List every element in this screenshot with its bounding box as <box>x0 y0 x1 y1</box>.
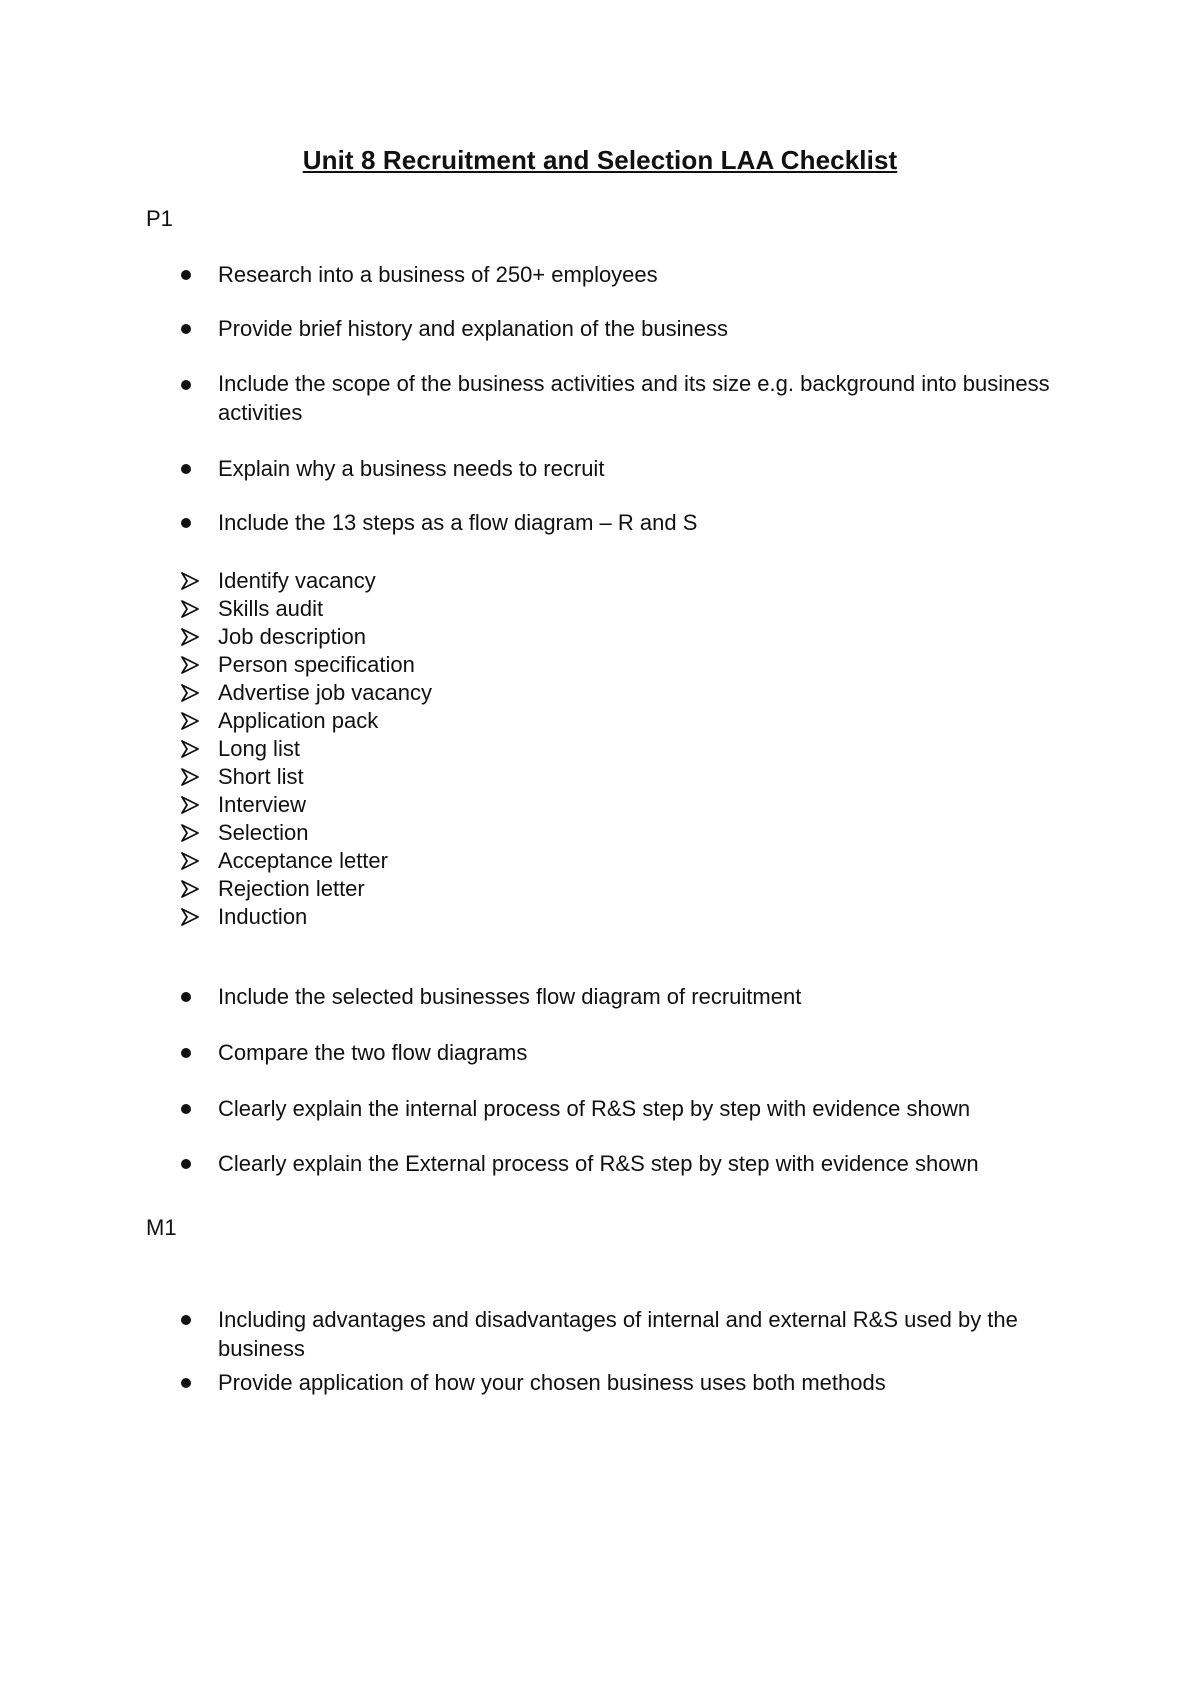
arrowhead-bullet-icon <box>180 571 200 591</box>
bullet-icon <box>181 518 191 528</box>
step-item: Long list <box>218 736 300 761</box>
arrowhead-bullet-icon <box>180 627 200 647</box>
step-item: Identify vacancy <box>218 568 376 593</box>
p1-bullet-item: Clearly explain the internal process of R&S step by step with evidence shown <box>218 1096 971 1121</box>
section-label-p1: P1 <box>146 206 173 231</box>
bullet-icon <box>181 1315 191 1325</box>
step-item: Acceptance letter <box>218 848 388 873</box>
p1-bullet-item: Explain why a business needs to recruit <box>218 456 605 481</box>
step-item: Selection <box>218 820 309 845</box>
step-item: Person specification <box>218 652 415 677</box>
arrowhead-bullet-icon <box>180 879 200 899</box>
bullet-icon <box>181 1159 191 1169</box>
p1-bullet-item: Include the scope of the business activities and its size e.g. background into business activities <box>218 371 1050 425</box>
step-item: Interview <box>218 792 307 817</box>
arrowhead-bullet-icon <box>180 683 200 703</box>
arrowhead-bullet-icon <box>180 823 200 843</box>
step-item: Induction <box>218 904 308 929</box>
p1-bullet-item: Include the 13 steps as a flow diagram – R and S <box>218 510 698 535</box>
arrowhead-bullet-icon <box>180 851 200 871</box>
bullet-icon <box>181 1048 191 1058</box>
step-item: Rejection letter <box>218 876 365 901</box>
bullet-icon <box>181 992 191 1002</box>
p1-bullet-item: Clearly explain the External process of R&S step by step with evidence shown <box>218 1151 979 1176</box>
m1-bullet-item: Provide application of how your chosen business uses both methods <box>218 1370 886 1395</box>
p1-bullet-item: Compare the two flow diagrams <box>218 1040 528 1065</box>
bullet-icon <box>181 1378 191 1388</box>
document-title: Unit 8 Recruitment and Selection LAA Checklist <box>302 145 898 175</box>
step-item: Job description <box>218 624 366 649</box>
arrowhead-bullet-icon <box>180 711 200 731</box>
p1-bullet-item: Include the selected businesses flow diagram of recruitment <box>218 984 802 1009</box>
bullet-icon <box>181 324 191 334</box>
p1-bullet-item: Provide brief history and explanation of the business <box>218 316 728 341</box>
p1-bullet-item: Research into a business of 250+ employees <box>218 262 658 287</box>
step-item: Skills audit <box>218 596 324 621</box>
bullet-icon <box>181 380 191 390</box>
step-item: Advertise job vacancy <box>218 680 432 705</box>
bullet-icon <box>181 464 191 474</box>
bullet-icon <box>181 270 191 280</box>
arrowhead-bullet-icon <box>180 655 200 675</box>
arrowhead-bullet-icon <box>180 907 200 927</box>
arrowhead-bullet-icon <box>180 739 200 759</box>
arrowhead-bullet-icon <box>180 795 200 815</box>
section-label-m1: M1 <box>146 1215 177 1240</box>
step-item: Application pack <box>218 708 379 733</box>
arrowhead-bullet-icon <box>180 599 200 619</box>
step-item: Short list <box>218 764 304 789</box>
bullet-icon <box>181 1104 191 1114</box>
m1-bullet-item: Including advantages and disadvantages of internal and external R&S used by the business <box>218 1307 1018 1361</box>
arrowhead-bullet-icon <box>180 767 200 787</box>
